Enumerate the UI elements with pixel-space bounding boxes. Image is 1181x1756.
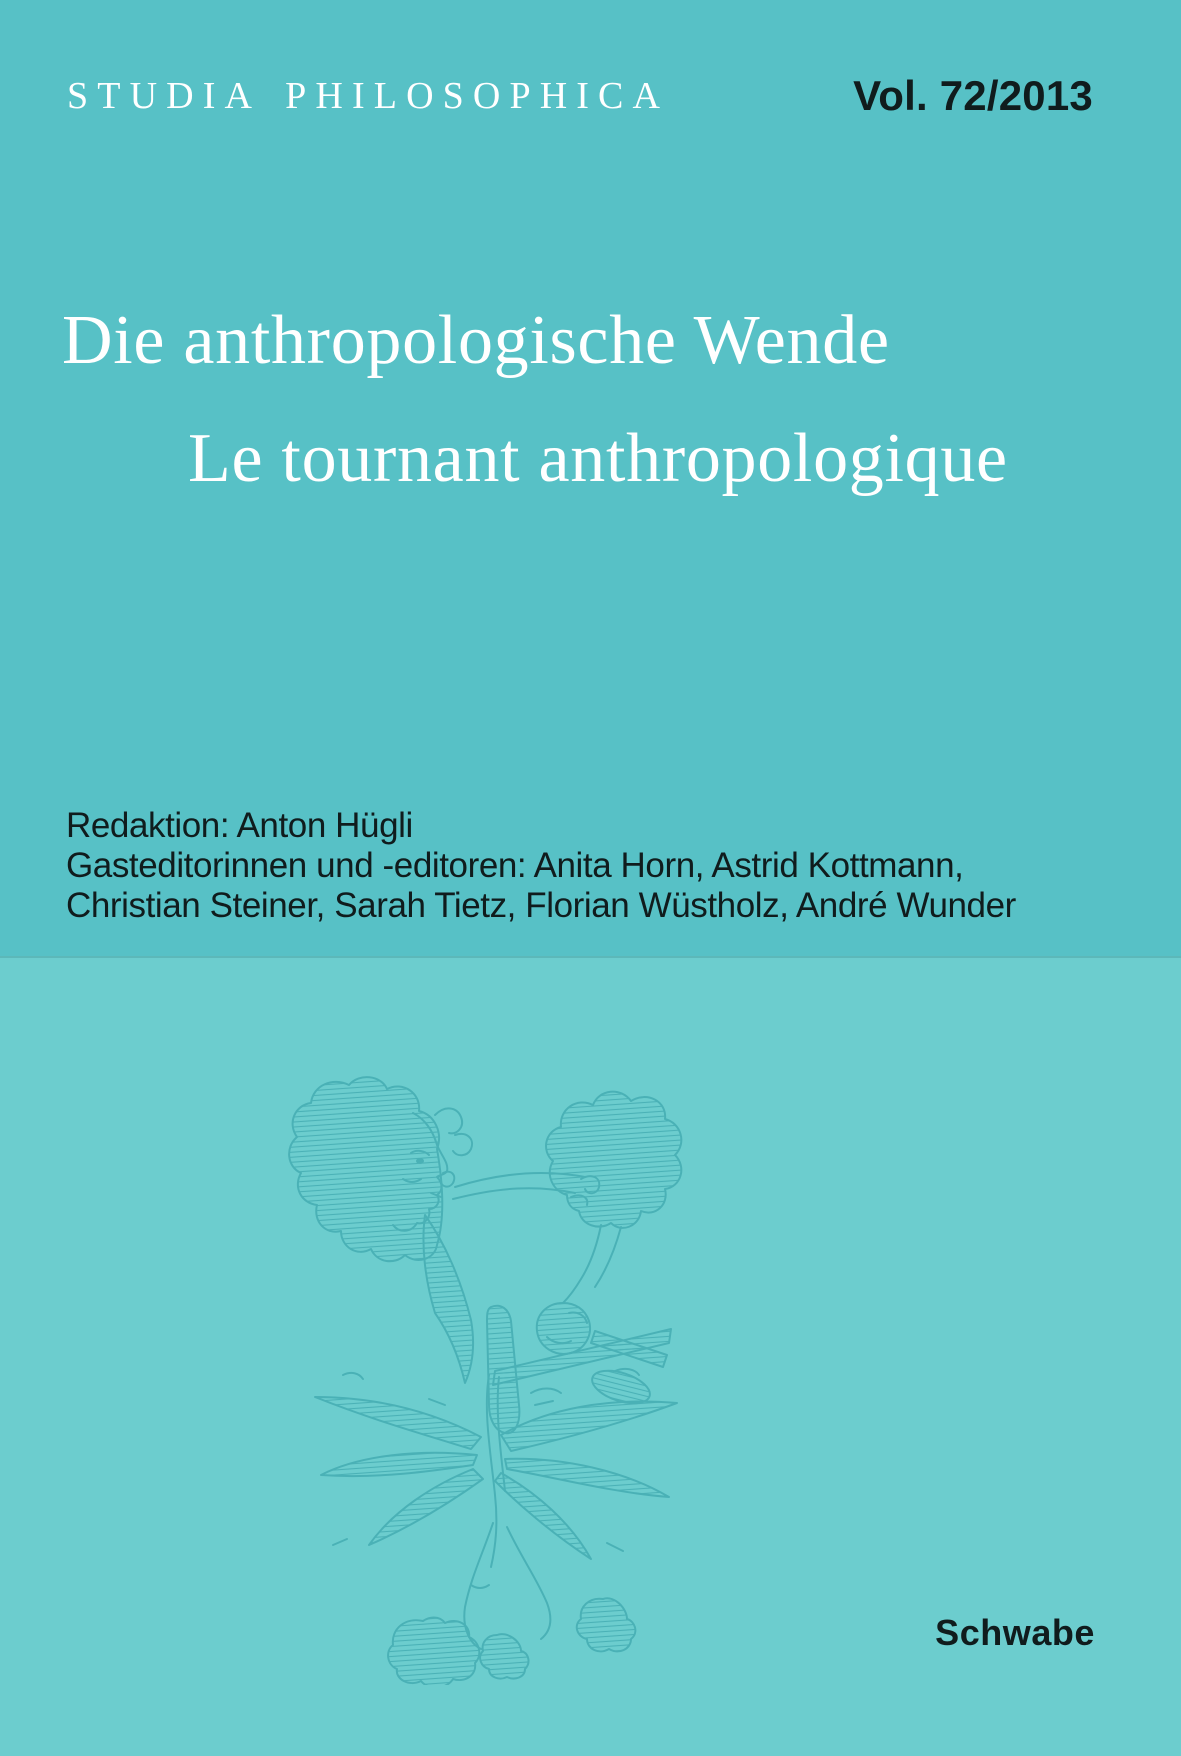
editors-line-guest-editors-2: Christian Steiner, Sarah Tietz, Florian Wüstholz, André Wunder	[66, 886, 1016, 925]
title-line-french: Le tournant anthropologique	[188, 420, 1008, 497]
printers-mark-watermark-icon	[285, 1075, 715, 1685]
title-line-german: Die anthropologische Wende	[62, 302, 890, 379]
editors-line-redaktion: Redaktion: Anton Hügli	[66, 806, 413, 845]
publisher-wordmark: Schwabe	[935, 1612, 1095, 1653]
series-title: STUDIA PHILOSOPHICA	[67, 75, 670, 117]
editors-line-guest-editors-1: Gasteditorinnen und -editoren: Anita Horn, Astrid Kottmann,	[66, 846, 964, 885]
volume-label: Vol. 72/2013	[853, 72, 1093, 119]
editors-block	[66, 806, 1016, 926]
